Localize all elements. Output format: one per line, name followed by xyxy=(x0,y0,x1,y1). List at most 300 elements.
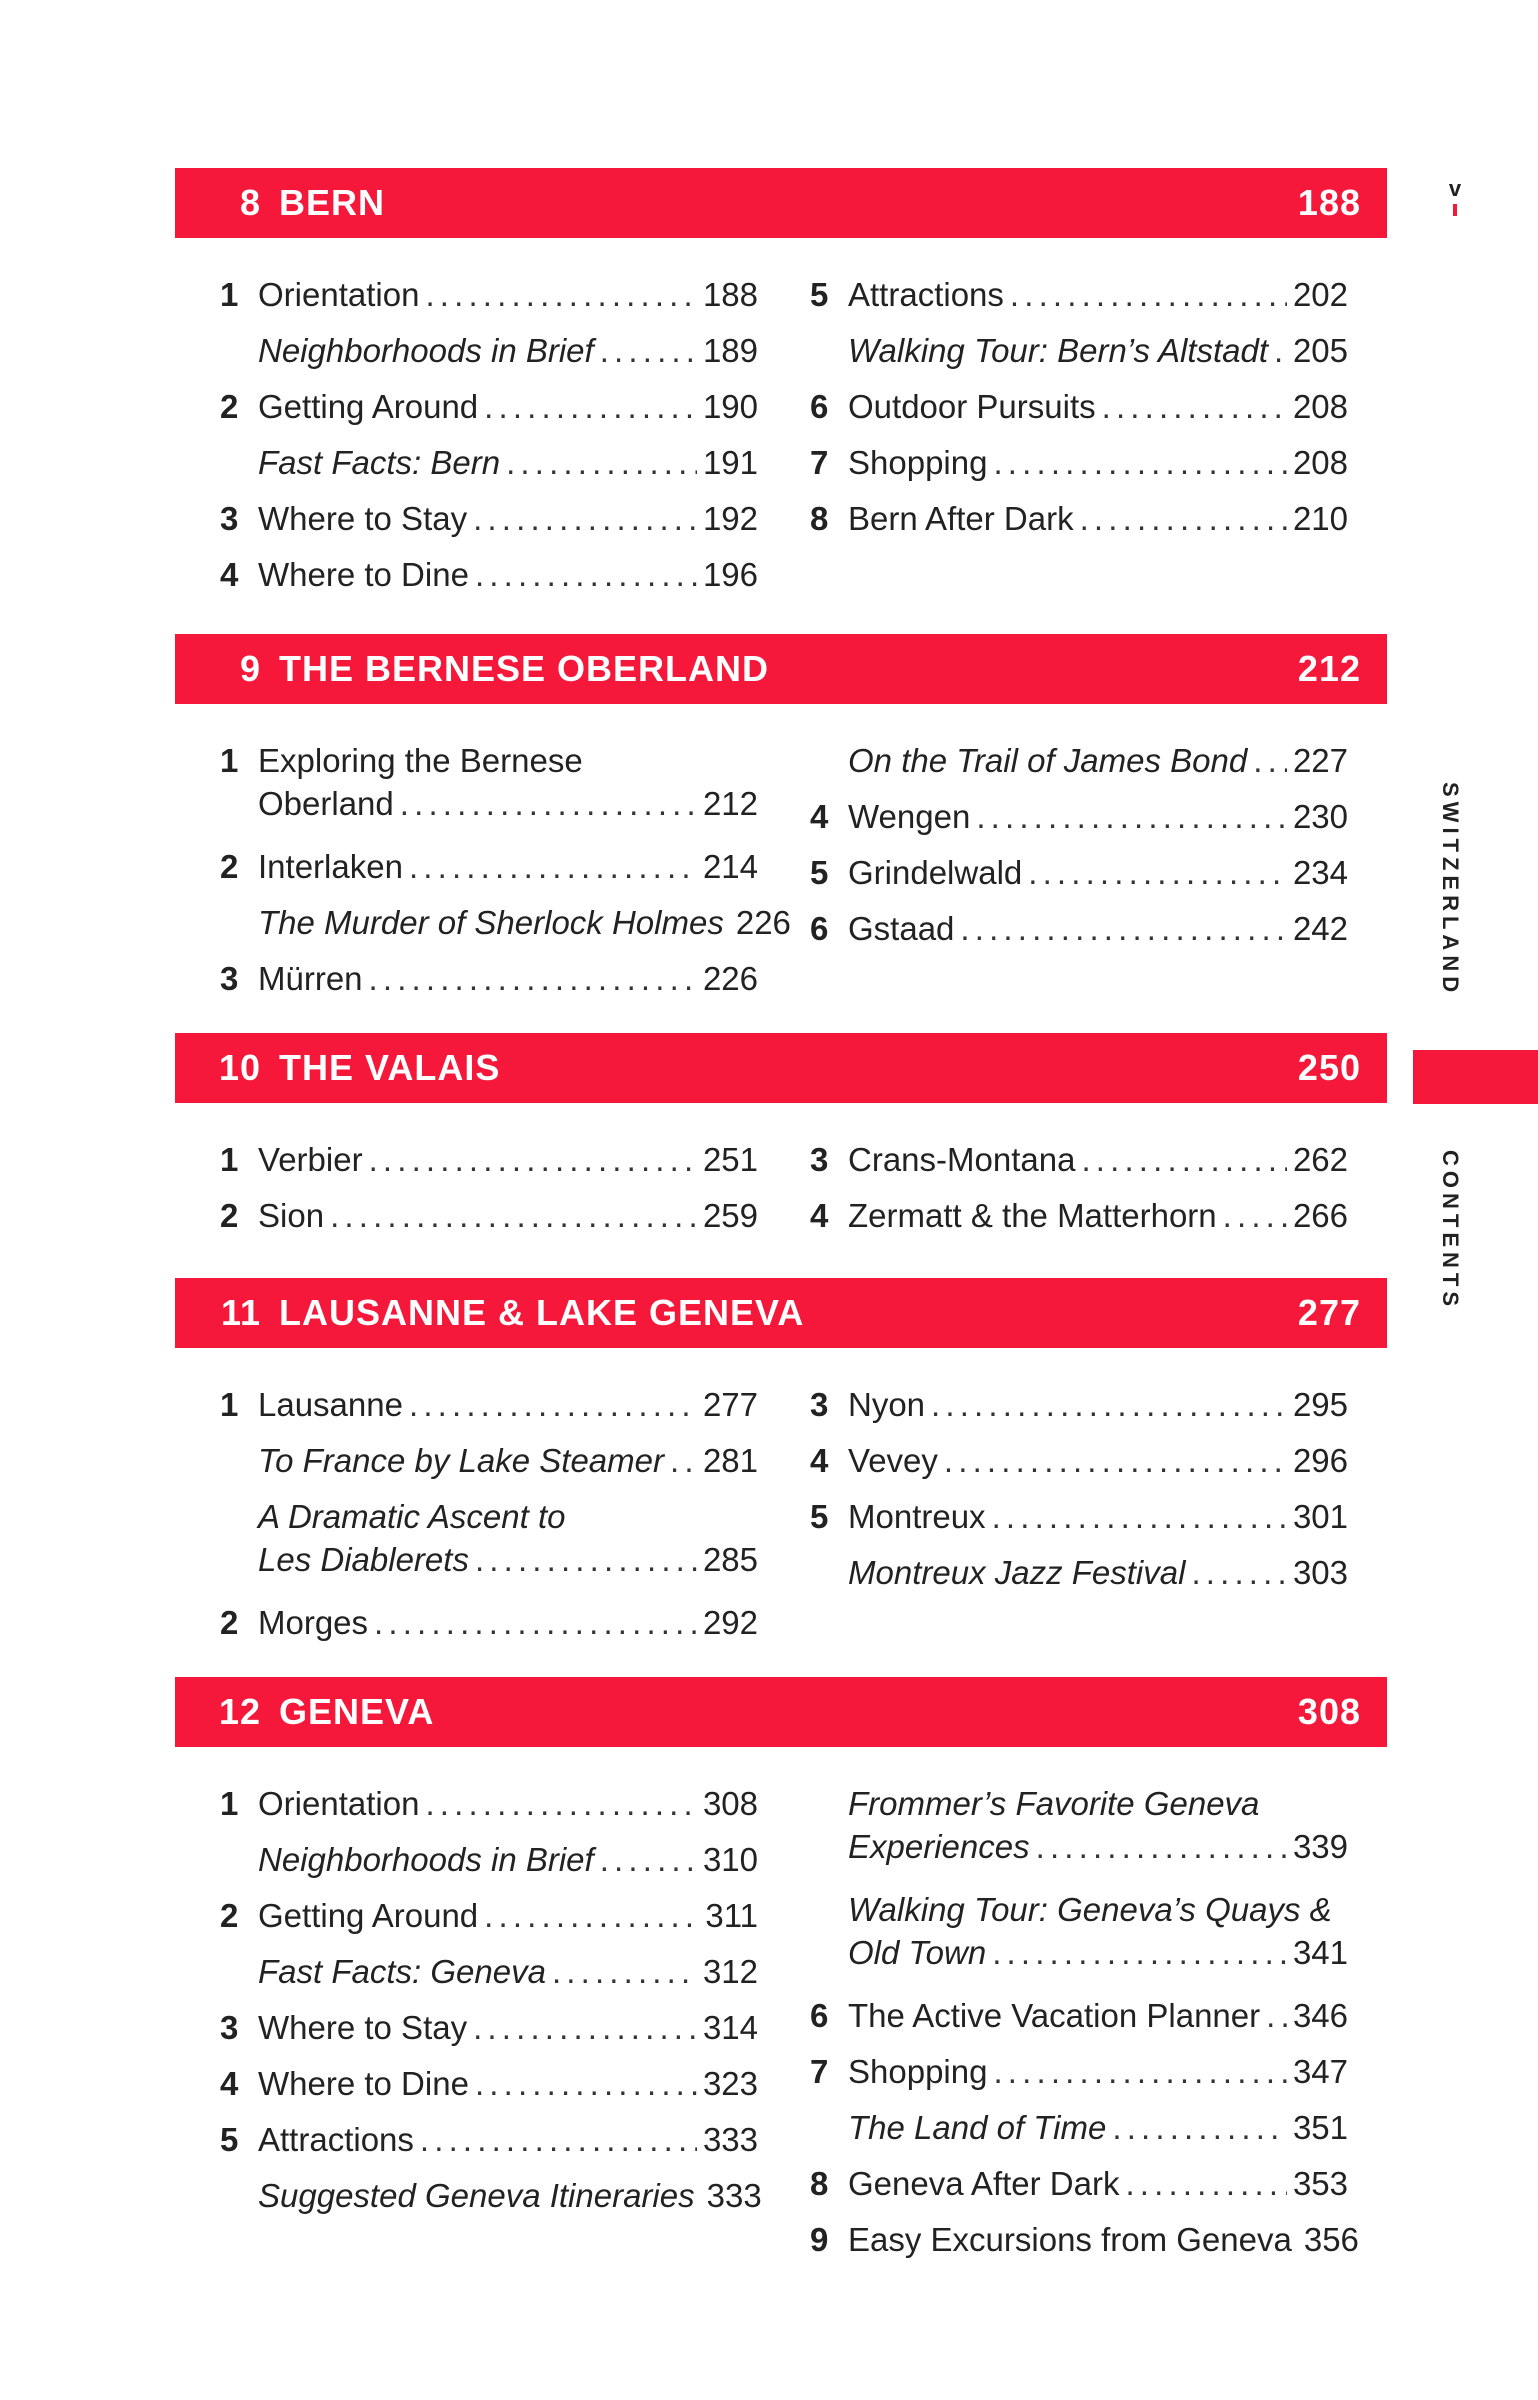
entry-body xyxy=(848,1988,1348,2044)
chapter-right-column xyxy=(810,1132,1348,1244)
leader-dots xyxy=(475,547,697,603)
toc-entry[interactable] xyxy=(810,379,1348,435)
entry-row xyxy=(258,1433,758,1489)
entry-title: Sion xyxy=(258,1197,325,1234)
entry-body xyxy=(258,2112,758,2168)
toc-entry[interactable] xyxy=(220,739,758,839)
entry-body xyxy=(848,1489,1348,1545)
leader-dots xyxy=(1274,323,1287,379)
entry-title: Getting Around xyxy=(258,1897,479,1934)
entry-title: Oberland xyxy=(258,785,394,822)
entry-body xyxy=(258,435,758,491)
chapter-left-column xyxy=(220,1377,758,1651)
chapter-left-column xyxy=(220,1776,762,2224)
entry-body xyxy=(258,379,758,435)
leader-dots xyxy=(1112,2100,1287,2156)
entry-page: 314 xyxy=(702,2009,758,2046)
entry-title: Les Diablerets xyxy=(258,1541,469,1578)
leader-dots xyxy=(992,1931,1287,1974)
entry-title: Lausanne xyxy=(258,1386,403,1423)
toc-entry[interactable] xyxy=(810,1433,1348,1489)
entry-title: Grindelwald xyxy=(848,854,1023,891)
entry-title: Morges xyxy=(258,1604,369,1641)
entry-number: 4 xyxy=(810,1442,829,1479)
entry-row xyxy=(848,435,1348,491)
chapter-page: 308 xyxy=(1297,1691,1361,1732)
chapter-heading xyxy=(175,182,385,224)
toc-entry[interactable] xyxy=(810,1489,1348,1545)
toc-entry[interactable] xyxy=(810,2100,1348,2156)
chapter-heading xyxy=(175,648,769,690)
entry-page: 192 xyxy=(702,500,758,537)
entry-page: 277 xyxy=(702,1386,758,1423)
leader-dots xyxy=(369,1132,697,1188)
page-number-tick xyxy=(1453,204,1457,216)
toc-entry[interactable] xyxy=(220,379,758,435)
leader-dots xyxy=(409,1377,697,1433)
toc-entry[interactable] xyxy=(810,2044,1348,2100)
leader-dots xyxy=(369,951,697,1007)
entry-body xyxy=(258,323,758,379)
chapter-header[interactable] xyxy=(175,1033,1387,1103)
entry-body xyxy=(258,895,791,951)
entry-number: 2 xyxy=(220,1197,239,1234)
entry-title: Shopping xyxy=(848,2053,988,2090)
entry-page: 333 xyxy=(702,2121,758,2158)
entry-number: 6 xyxy=(810,1997,829,2034)
toc-entry[interactable] xyxy=(220,1132,758,1188)
entry-number: 5 xyxy=(810,276,829,313)
entry-page: 311 xyxy=(705,1897,758,1934)
leader-dots xyxy=(976,789,1287,845)
entry-body xyxy=(848,733,1348,789)
entry-row xyxy=(848,2156,1348,2212)
entry-body xyxy=(258,1377,758,1433)
entry-body xyxy=(848,267,1348,323)
entry-body xyxy=(848,2212,1359,2268)
entry-page: 202 xyxy=(1292,276,1348,313)
entry-body xyxy=(848,1545,1348,1601)
entry-title: Gstaad xyxy=(848,910,955,947)
entry-body xyxy=(258,1433,758,1489)
chapter-number: 8 xyxy=(239,182,261,223)
chapter-header[interactable] xyxy=(175,1677,1387,1747)
entry-body xyxy=(258,2168,762,2224)
entry-number: 3 xyxy=(220,500,239,537)
chapter-title: BERN xyxy=(279,182,386,223)
entry-row xyxy=(848,901,1348,957)
entry-body xyxy=(848,323,1348,379)
entry-row xyxy=(848,789,1348,845)
entry-page: 308 xyxy=(702,1785,758,1822)
toc-entry[interactable] xyxy=(810,789,1348,845)
entry-title: Nyon xyxy=(848,1386,926,1423)
entry-row xyxy=(848,845,1348,901)
entry-row xyxy=(258,547,758,603)
entry-title: Bern After Dark xyxy=(848,500,1074,537)
chapter-number: 9 xyxy=(239,648,261,689)
entry-title-line1: Exploring the Bernese xyxy=(258,742,583,779)
leader-dots xyxy=(1191,1545,1286,1601)
entry-row xyxy=(258,951,758,1007)
toc-entry[interactable] xyxy=(220,491,758,547)
chapter-right-column xyxy=(810,733,1348,957)
toc-entry[interactable] xyxy=(810,491,1348,547)
entry-page: 205 xyxy=(1292,332,1348,369)
entry-page: 259 xyxy=(702,1197,758,1234)
entry-row xyxy=(848,2100,1348,2156)
entry-body xyxy=(258,267,758,323)
toc-entry[interactable] xyxy=(220,2112,758,2168)
chapter-page: 277 xyxy=(1297,1292,1361,1333)
toc-entry[interactable] xyxy=(220,1776,758,1832)
entry-page: 281 xyxy=(702,1442,758,1479)
toc-entry[interactable] xyxy=(220,1377,758,1433)
entry-title: To France by Lake Steamer xyxy=(258,1442,664,1479)
side-label-country: SWITZERLAND xyxy=(1438,782,1463,998)
chapter-title: THE BERNESE OBERLAND xyxy=(279,648,770,689)
entry-page: 351 xyxy=(1292,2109,1348,2146)
toc-entry[interactable] xyxy=(220,323,758,379)
leader-dots xyxy=(330,1188,697,1244)
chapter-title: LAUSANNE & LAKE GENEVA xyxy=(279,1292,805,1333)
toc-entry[interactable] xyxy=(220,839,758,895)
entry-body xyxy=(848,2100,1348,2156)
entry-number: 8 xyxy=(810,500,829,537)
entry-row xyxy=(848,1545,1348,1601)
chapter-left-column xyxy=(220,733,791,1007)
toc-entry[interactable] xyxy=(810,2212,1359,2268)
toc-entry[interactable] xyxy=(810,267,1348,323)
entry-number: 5 xyxy=(810,1498,829,1535)
entry-page: 208 xyxy=(1292,388,1348,425)
toc-entry[interactable] xyxy=(810,1545,1348,1601)
entry-page: 296 xyxy=(1292,1442,1348,1479)
toc-entry[interactable] xyxy=(220,1495,758,1595)
entry-row xyxy=(258,2168,762,2224)
chapter-title: GENEVA xyxy=(279,1691,435,1732)
entry-row xyxy=(258,2112,758,2168)
chapter-page: 212 xyxy=(1297,648,1361,689)
entry-body xyxy=(848,2156,1348,2212)
toc-entry[interactable] xyxy=(220,1188,758,1244)
entry-body xyxy=(848,1132,1348,1188)
entry-row xyxy=(848,1377,1348,1433)
toc-entry[interactable] xyxy=(810,1888,1348,1988)
entry-title: The Active Vacation Planner xyxy=(848,1997,1261,2034)
chapter-heading xyxy=(175,1292,804,1334)
entry-page: 323 xyxy=(702,2065,758,2102)
entry-number: 8 xyxy=(810,2165,829,2202)
entry-page: 262 xyxy=(1292,1141,1348,1178)
toc-entry[interactable] xyxy=(220,435,758,491)
entry-body xyxy=(848,1188,1348,1244)
toc-entry[interactable] xyxy=(810,1782,1348,1882)
chapter-title: THE VALAIS xyxy=(279,1047,501,1088)
entry-body xyxy=(848,491,1348,547)
entry-title: Walking Tour: Bern’s Altstadt xyxy=(848,332,1269,369)
entry-number: 5 xyxy=(220,2121,239,2158)
chapter-header[interactable] xyxy=(175,1278,1387,1348)
entry-row xyxy=(258,379,758,435)
entry-page: 230 xyxy=(1292,798,1348,835)
toc-entry[interactable] xyxy=(810,1132,1348,1188)
leader-dots xyxy=(473,2000,697,2056)
entry-body xyxy=(848,2044,1348,2100)
entry-number: 6 xyxy=(810,910,829,947)
entry-page: 339 xyxy=(1292,1828,1348,1865)
toc-entry[interactable] xyxy=(220,2168,762,2224)
entry-body xyxy=(258,1188,758,1244)
entry-body xyxy=(258,547,758,603)
entry-body xyxy=(258,1888,758,1944)
entry-title: Orientation xyxy=(258,276,420,313)
entry-title: Old Town xyxy=(848,1934,987,1971)
entry-page: 295 xyxy=(1292,1386,1348,1423)
entry-page: 212 xyxy=(702,785,758,822)
entry-number: 3 xyxy=(810,1141,829,1178)
toc-entry[interactable] xyxy=(220,2056,758,2112)
entry-title: Suggested Geneva Itineraries xyxy=(258,2177,695,2214)
entry-body xyxy=(258,1832,758,1888)
entry-row xyxy=(848,1433,1348,1489)
entry-number: 2 xyxy=(220,1897,239,1934)
entry-row xyxy=(258,1832,758,1888)
entry-body xyxy=(258,839,758,895)
leader-dots xyxy=(1080,491,1287,547)
entry-number: 3 xyxy=(810,1386,829,1423)
entry-body xyxy=(848,901,1348,957)
entry-row xyxy=(258,323,758,379)
toc-entry[interactable] xyxy=(810,901,1348,957)
entry-title: Fast Facts: Bern xyxy=(258,444,501,481)
leader-dots xyxy=(552,1944,697,2000)
toc-entry[interactable] xyxy=(220,547,758,603)
toc-entry[interactable] xyxy=(810,1988,1348,2044)
entry-row xyxy=(258,267,758,323)
chapter-number: 12 xyxy=(218,1691,261,1732)
entry-number: 1 xyxy=(220,276,239,313)
chapter-right-column xyxy=(810,267,1348,547)
entry-page: 285 xyxy=(702,1541,758,1578)
entry-page: 346 xyxy=(1292,1997,1348,2034)
leader-dots xyxy=(600,323,697,379)
chapter-right-column xyxy=(810,1776,1359,2268)
entry-title: The Land of Time xyxy=(848,2109,1107,2146)
entry-title-line1: Frommer’s Favorite Geneva xyxy=(848,1785,1260,1822)
entry-page: 242 xyxy=(1292,910,1348,947)
leader-dots xyxy=(992,1489,1287,1545)
toc-entry[interactable] xyxy=(220,895,791,951)
entry-page: 191 xyxy=(702,444,758,481)
entry-page: 226 xyxy=(735,904,791,941)
entry-page: 190 xyxy=(702,388,758,425)
chapter-heading xyxy=(175,1047,500,1089)
chapter-header[interactable] xyxy=(175,168,1387,238)
chapter-heading xyxy=(175,1691,434,1733)
entry-row xyxy=(258,1595,758,1651)
entry-row xyxy=(258,839,758,895)
toc-entry[interactable] xyxy=(220,1944,758,2000)
entry-title: Experiences xyxy=(848,1828,1030,1865)
toc-entry[interactable] xyxy=(810,2156,1348,2212)
leader-dots xyxy=(400,782,697,825)
chapter-number: 10 xyxy=(218,1047,261,1088)
entry-page: 251 xyxy=(702,1141,758,1178)
side-label-section: CONTENTS xyxy=(1438,1149,1463,1311)
page-number: v xyxy=(1440,178,1470,216)
entry-row xyxy=(258,782,758,825)
leader-dots xyxy=(960,901,1287,957)
toc-entry[interactable] xyxy=(220,1888,758,1944)
chapter-header[interactable] xyxy=(175,634,1387,704)
entry-number: 5 xyxy=(810,854,829,891)
entry-row xyxy=(848,2212,1359,2268)
leader-dots xyxy=(1028,845,1287,901)
entry-body xyxy=(258,1595,758,1651)
entry-title: The Murder of Sherlock Holmes xyxy=(258,904,724,941)
entry-number: 7 xyxy=(810,2053,829,2090)
entry-title: Where to Dine xyxy=(258,2065,469,2102)
entry-page: 303 xyxy=(1292,1554,1348,1591)
entry-row xyxy=(848,379,1348,435)
leader-dots xyxy=(670,1433,697,1489)
entry-body xyxy=(258,739,758,825)
entry-number: 7 xyxy=(810,444,829,481)
entry-number: 4 xyxy=(220,556,239,593)
toc-entry[interactable] xyxy=(810,1188,1348,1244)
entry-row xyxy=(258,1132,758,1188)
toc-entry[interactable] xyxy=(810,733,1348,789)
leader-dots xyxy=(475,1538,697,1581)
toc-entry[interactable] xyxy=(810,1377,1348,1433)
entry-row xyxy=(258,1377,758,1433)
chapter-page: 250 xyxy=(1297,1047,1361,1088)
entry-title-line1: Walking Tour: Geneva’s Quays & xyxy=(848,1891,1332,1928)
entry-row xyxy=(258,491,758,547)
entry-title: Attractions xyxy=(258,2121,414,2158)
leader-dots xyxy=(931,1377,1287,1433)
entry-page: 341 xyxy=(1292,1934,1348,1971)
leader-dots xyxy=(1223,1188,1287,1244)
entry-number: 2 xyxy=(220,1604,239,1641)
entry-number: 6 xyxy=(810,388,829,425)
entry-page: 353 xyxy=(1292,2165,1348,2202)
toc-entry[interactable] xyxy=(220,2000,758,2056)
entry-number: 2 xyxy=(220,388,239,425)
leader-dots xyxy=(484,379,697,435)
leader-dots xyxy=(506,435,697,491)
leader-dots xyxy=(944,1433,1287,1489)
entry-page: 188 xyxy=(702,276,758,313)
entry-title: Montreux Jazz Festival xyxy=(848,1554,1186,1591)
entry-number: 4 xyxy=(220,2065,239,2102)
entry-title: On the Trail of James Bond xyxy=(848,742,1248,779)
entry-number: 4 xyxy=(810,798,829,835)
entry-number: 9 xyxy=(810,2221,829,2258)
entry-title: Mürren xyxy=(258,960,363,997)
toc-entry[interactable] xyxy=(810,845,1348,901)
toc-entry[interactable] xyxy=(810,323,1348,379)
entry-body xyxy=(258,1944,758,2000)
entry-title-line1: A Dramatic Ascent to xyxy=(258,1498,566,1535)
entry-row xyxy=(258,435,758,491)
entry-title: Shopping xyxy=(848,444,988,481)
toc-entry[interactable] xyxy=(220,1433,758,1489)
entry-row xyxy=(848,491,1348,547)
entry-row xyxy=(848,2044,1348,2100)
entry-row xyxy=(258,1538,758,1581)
entry-body xyxy=(848,1888,1348,1974)
entry-row xyxy=(258,2000,758,2056)
leader-dots xyxy=(1102,379,1287,435)
entry-row xyxy=(258,2056,758,2112)
entry-title: Attractions xyxy=(848,276,1004,313)
entry-row xyxy=(848,1988,1348,2044)
leader-dots xyxy=(484,1888,699,1944)
entry-body xyxy=(258,491,758,547)
toc-entry[interactable] xyxy=(220,267,758,323)
leader-dots xyxy=(993,2044,1286,2100)
entry-body xyxy=(258,2056,758,2112)
entry-page: 301 xyxy=(1292,1498,1348,1535)
entry-body xyxy=(848,1433,1348,1489)
entry-body xyxy=(258,1495,758,1581)
leader-dots xyxy=(425,267,697,323)
entry-row xyxy=(848,267,1348,323)
entry-page: 196 xyxy=(702,556,758,593)
entry-number: 2 xyxy=(220,848,239,885)
chapter-left-column xyxy=(220,267,758,603)
entry-number: 1 xyxy=(220,1785,239,1822)
entry-title: Getting Around xyxy=(258,388,479,425)
leader-dots xyxy=(473,491,697,547)
entry-row xyxy=(258,1944,758,2000)
entry-page: 226 xyxy=(702,960,758,997)
leader-dots xyxy=(425,1776,697,1832)
leader-dots xyxy=(475,2056,697,2112)
entry-title: Montreux xyxy=(848,1498,986,1535)
entry-body xyxy=(848,435,1348,491)
entry-title: Outdoor Pursuits xyxy=(848,388,1096,425)
entry-title: Crans-Montana xyxy=(848,1141,1076,1178)
entry-page: 356 xyxy=(1303,2221,1359,2258)
entry-page: 292 xyxy=(702,1604,758,1641)
entry-title: Zermatt & the Matterhorn xyxy=(848,1197,1217,1234)
entry-title: Neighborhoods in Brief xyxy=(258,1841,594,1878)
toc-entry[interactable] xyxy=(220,951,758,1007)
chapter-right-column xyxy=(810,1377,1348,1601)
entry-row xyxy=(848,1825,1348,1868)
chapter-page: 188 xyxy=(1297,182,1361,223)
entry-body xyxy=(848,845,1348,901)
entry-row xyxy=(848,1132,1348,1188)
entry-row xyxy=(848,323,1348,379)
entry-row xyxy=(258,1188,758,1244)
entry-page: 189 xyxy=(702,332,758,369)
toc-entry[interactable] xyxy=(220,1832,758,1888)
entry-title: Easy Excursions from Geneva xyxy=(848,2221,1292,2258)
side-tab-marker xyxy=(1413,1050,1538,1104)
entry-body xyxy=(258,1776,758,1832)
entry-page: 234 xyxy=(1292,854,1348,891)
leader-dots xyxy=(1036,1825,1287,1868)
chapter-left-column xyxy=(220,1132,758,1244)
leader-dots xyxy=(420,2112,697,2168)
entry-page: 214 xyxy=(702,848,758,885)
toc-entry[interactable] xyxy=(810,435,1348,491)
toc-entry[interactable] xyxy=(220,1595,758,1651)
